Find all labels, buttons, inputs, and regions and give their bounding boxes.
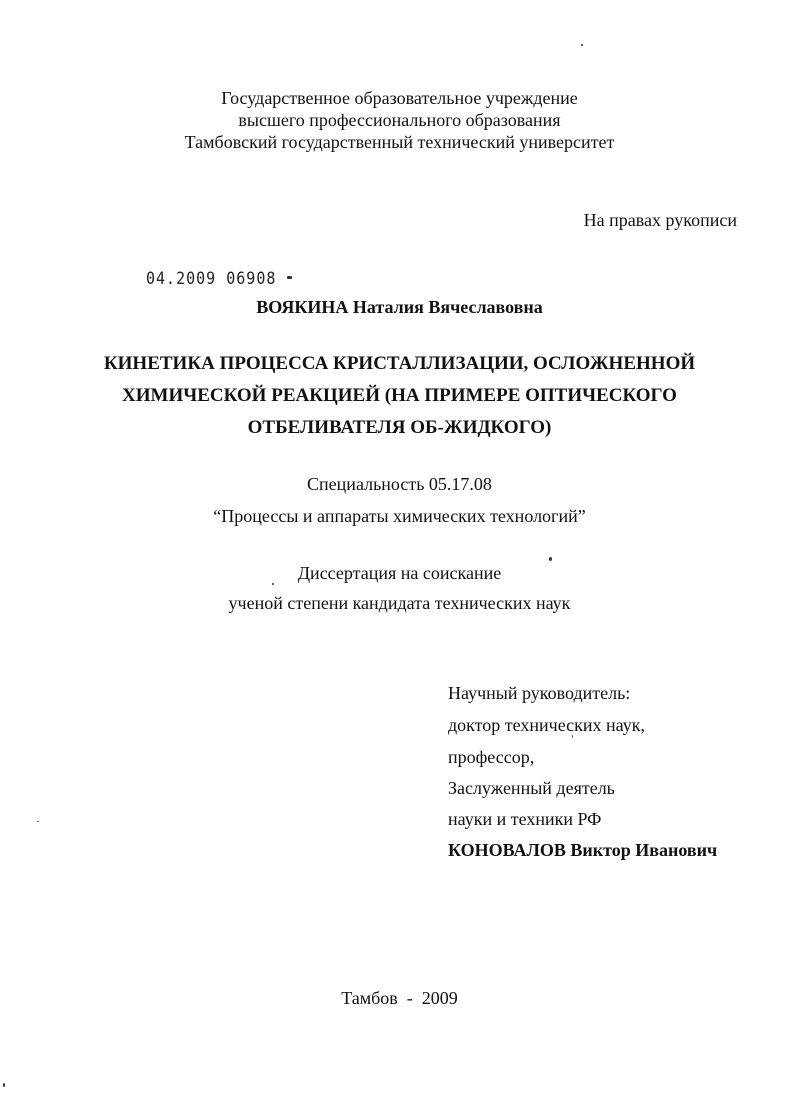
dissertation-line-2: ученой степени кандидата технических наук [228, 593, 571, 613]
supervisor-rank: профессор, [448, 747, 535, 767]
specialty-name: “Процессы и аппараты химических технологий” [213, 506, 586, 526]
institution-line-3: Тамбовский государственный технический университет [184, 132, 615, 152]
registration-stamp: 04.2009 06908 [146, 268, 277, 289]
thesis-title-line-1: КИНЕТИКА ПРОЦЕССА КРИСТАЛЛИЗАЦИИ, ОСЛОЖНЕННОЙ [103, 353, 696, 374]
specialty-code: Специальность 05.17.08 [307, 474, 492, 494]
author-name: ВОЯКИНА Наталия Вячеславовна [256, 297, 543, 317]
scan-speck [581, 44, 583, 46]
institution-line-1: Государственное образовательное учреждение [221, 88, 578, 108]
scan-speck [37, 821, 39, 822]
dissertation-line-1: Диссертация на соискание [297, 563, 502, 583]
thesis-title-line-2: ХИМИЧЕСКОЙ РЕАКЦИЕЙ (НА ПРИМЕРЕ ОПТИЧЕСКОГО [122, 385, 677, 406]
scan-speck [572, 735, 573, 738]
rights-note: На правах рукописи [583, 210, 737, 230]
scan-speck [549, 557, 552, 561]
institution-line-2: высшего профессионального образования [238, 110, 561, 130]
supervisor-honor-line-2: науки и техники РФ [448, 809, 602, 829]
supervisor-honor-line-1: Заслуженный деятель [448, 778, 615, 798]
thesis-title-line-3: ОТБЕЛИВАТЕЛЯ ОБ-ЖИДКОГО) [247, 417, 552, 438]
supervisor-label: Научный руководитель: [448, 683, 631, 703]
scan-speck [3, 1083, 5, 1087]
supervisor-name: КОНОВАЛОВ Виктор Иванович [448, 840, 718, 860]
scan-speck [287, 276, 292, 279]
scan-speck [272, 583, 274, 585]
supervisor-degree: доктор технических наук, [448, 715, 645, 735]
place-and-year: Тамбов - 2009 [341, 988, 458, 1008]
